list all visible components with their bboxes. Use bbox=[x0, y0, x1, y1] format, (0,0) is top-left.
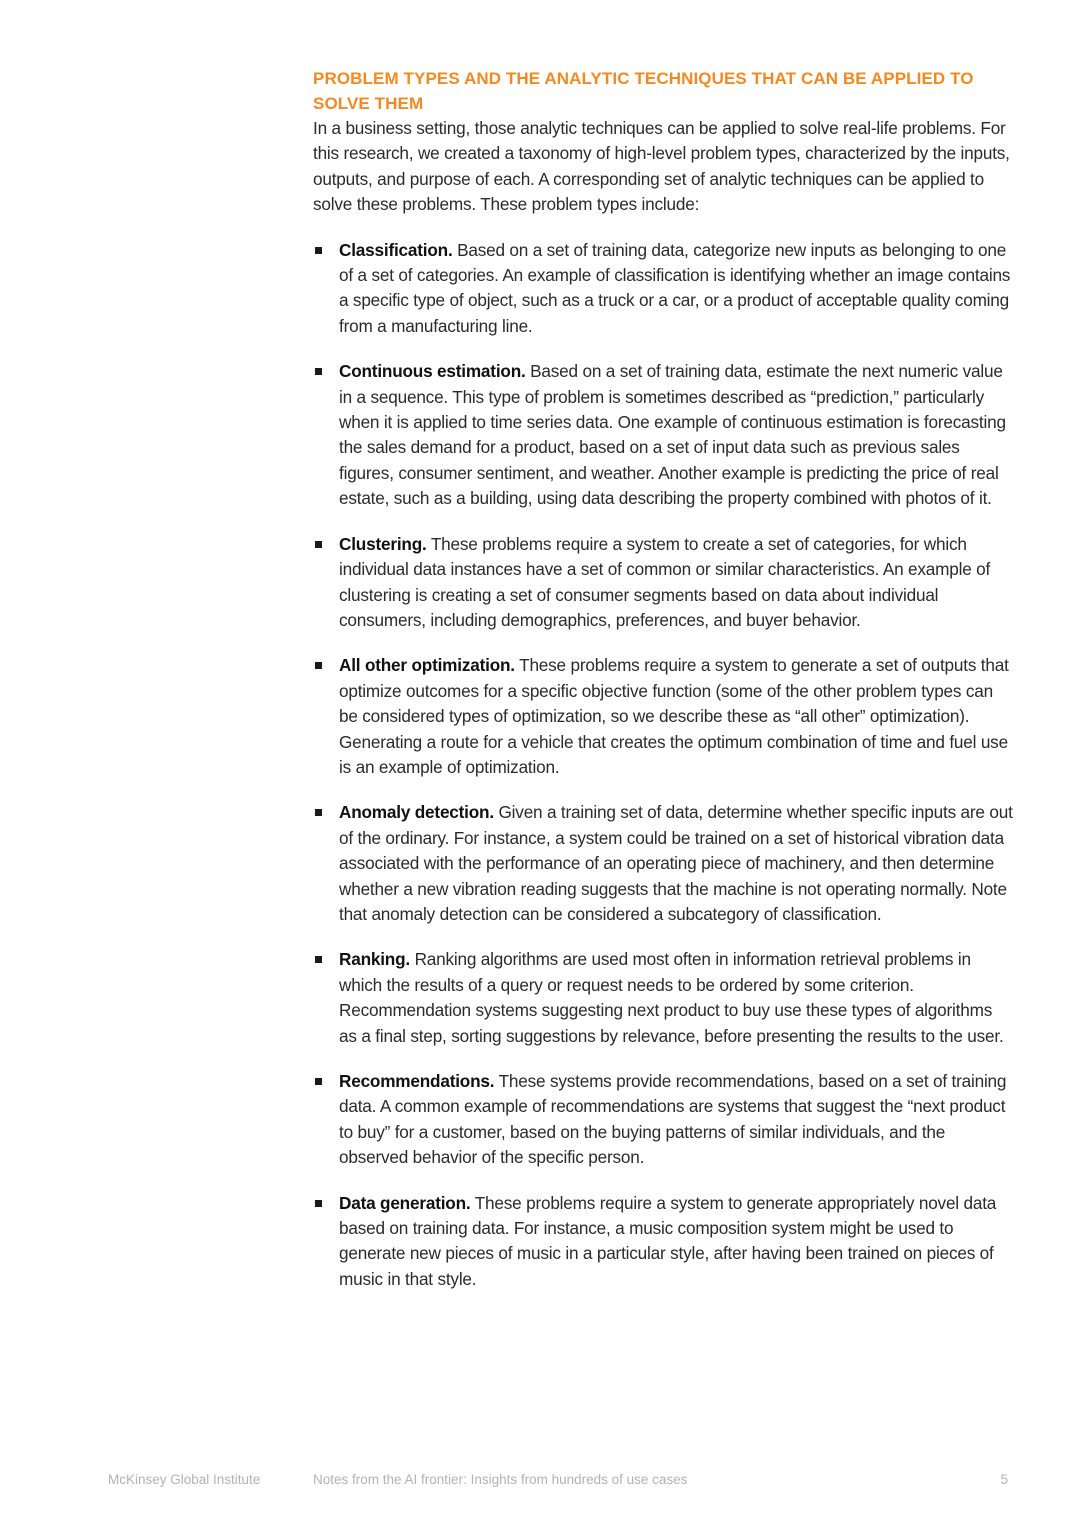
problem-term: Clustering. bbox=[339, 533, 427, 554]
footer-publisher: McKinsey Global Institute bbox=[108, 1472, 261, 1487]
problem-term: Continuous estimation. bbox=[339, 361, 526, 382]
problem-term: Data generation. bbox=[339, 1192, 471, 1213]
problem-description: Ranking algorithms are used most often in information retrieval problems in which the results of a query or request needs to be ordered by some criterion. Recommendation systems suggesting next product to buy use these types of algorithms as a final step, sorting suggestions by relevance, before presenting the results to the user. bbox=[339, 949, 1004, 1046]
problem-types-list bbox=[313, 238, 1013, 1293]
list-item-recommendations bbox=[313, 1069, 1013, 1171]
square-bullet-icon bbox=[315, 247, 322, 254]
square-bullet-icon bbox=[315, 809, 322, 816]
list-item-continuous-estimation bbox=[313, 359, 1013, 511]
square-bullet-icon bbox=[315, 1078, 322, 1085]
square-bullet-icon bbox=[315, 1200, 322, 1207]
page-footer bbox=[0, 1472, 1080, 1492]
footer-report-title: Notes from the AI frontier: Insights from hundreds of use cases bbox=[313, 1472, 688, 1487]
section-heading: PROBLEM TYPES AND THE ANALYTIC TECHNIQUES THAT CAN BE APPLIED TO SOLVE THEM bbox=[313, 69, 974, 113]
square-bullet-icon bbox=[315, 662, 322, 669]
problem-description: These problems require a system to generate appropriately novel data based on training data. For instance, a music composition system might be used to generate new pieces of music in a particular style, after having been trained on pieces of music in that style. bbox=[339, 1192, 997, 1289]
list-item-clustering bbox=[313, 532, 1013, 634]
list-item-data-generation bbox=[313, 1191, 1013, 1293]
problem-description: Given a training set of data, determine whether specific inputs are out of the ordinary. For instance, a system could be trained on a set of historical vibration data associated with the performance of an operating piece of machinery, and then determine whether a new vibration reading suggests that the machine is not operating normally. Note that anomaly detection can be considered a subcategory of classification. bbox=[339, 802, 1013, 924]
problem-description: These systems provide recommendations, based on a set of training data. A common example of recommendations are systems that suggest the “next product to buy” for a customer, based on the buying patterns of similar individuals, and the observed behavior of the specific person. bbox=[339, 1071, 1007, 1168]
problem-description: Based on a set of training data, categorize new inputs as belonging to one of a set of categories. An example of classification is identifying whether an image contains a specific type of object, such as a truck or a car, or a product of acceptable quality coming from a manufacturing line. bbox=[339, 239, 1011, 336]
problem-term: Ranking. bbox=[339, 949, 410, 970]
list-item-ranking bbox=[313, 947, 1013, 1049]
problem-description: These problems require a system to create a set of categories, for which individual data instances have a set of common or similar characteristics. An example of clustering is creating a set of consumer segments based on data about individual consumers, including demographics, preferences, and buyer behavior. bbox=[339, 533, 991, 630]
square-bullet-icon bbox=[315, 541, 322, 548]
list-item-anomaly-detection bbox=[313, 800, 1013, 927]
list-item-all-other-optimization bbox=[313, 653, 1013, 780]
problem-term: Classification. bbox=[339, 239, 453, 260]
square-bullet-icon bbox=[315, 956, 322, 963]
intro-paragraph: In a business setting, those analytic techniques can be applied to solve real-life problems. For this research, we created a taxonomy of high-level problem types, characterized by the inputs, outputs, and purpose of each. A corresponding set of analytic techniques can be applied to solve these problems. These problem types include: bbox=[313, 118, 1010, 215]
main-content bbox=[313, 66, 1013, 1312]
page-number: 5 bbox=[1000, 1472, 1008, 1487]
problem-description: Based on a set of training data, estimate the next numeric value in a sequence. This type of problem is sometimes described as “prediction,” particularly when it is applied to time series data. One example of continuous estimation is forecasting the sales demand for a product, based on a set of input data such as previous sales figures, consumer sentiment, and weather. Another example is predicting the price of real estate, such as a building, using data describing the property combined with photos of it. bbox=[339, 361, 1006, 509]
problem-term: Anomaly detection. bbox=[339, 802, 494, 823]
square-bullet-icon bbox=[315, 368, 322, 375]
problem-term: All other optimization. bbox=[339, 655, 515, 676]
problem-description: These problems require a system to generate a set of outputs that optimize outcomes for a specific objective function (some of the other problem types can be considered types of optimization, so we describe these as “all other” optimization). Generating a route for a vehicle that creates the optimum combination of time and fuel use is an example of optimization. bbox=[339, 655, 1009, 777]
list-item-classification bbox=[313, 238, 1013, 340]
problem-term: Recommendations. bbox=[339, 1071, 495, 1091]
